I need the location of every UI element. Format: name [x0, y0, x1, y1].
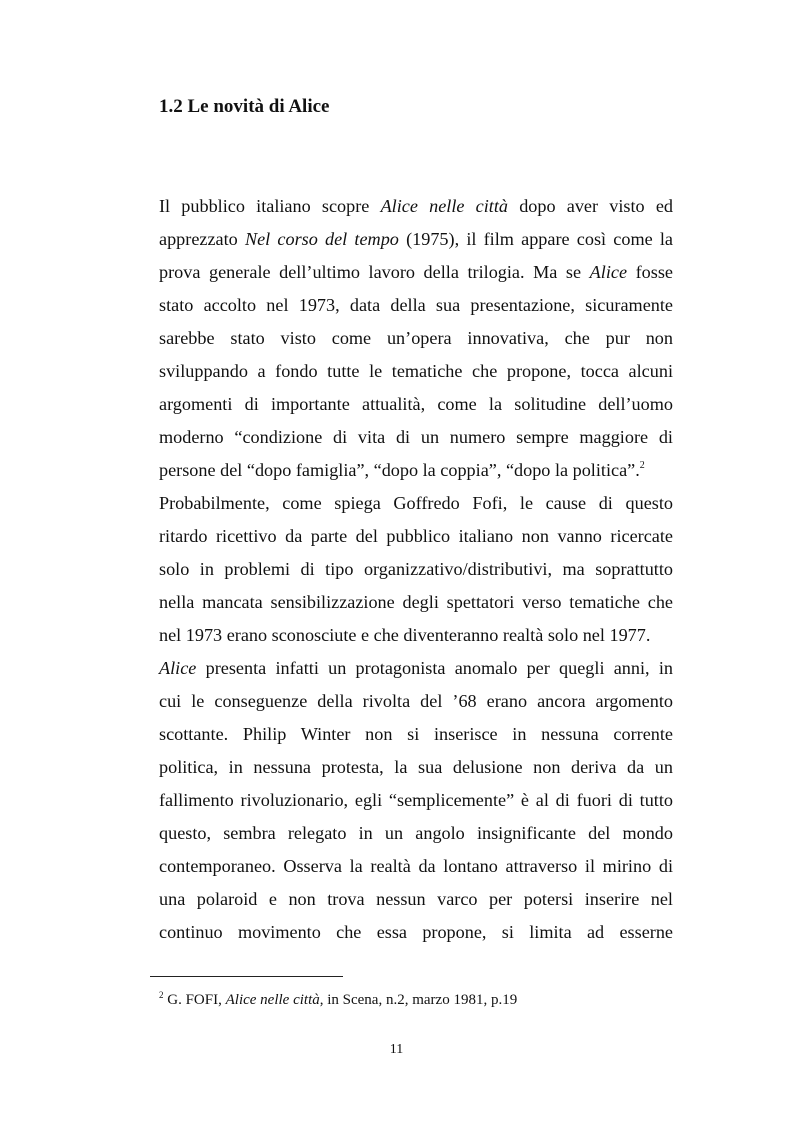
- text-line: sviluppando a fondo tutte le tematiche che propone, tocca alcuni: [159, 361, 673, 381]
- text-line: scottante. Philip Winter non si inserisce in nessuna corrente: [159, 724, 673, 744]
- text-line: contemporaneo. Osserva la realtà da lontano attraverso il mirino di: [159, 856, 673, 876]
- section-heading: 1.2 Le novità di Alice: [159, 96, 330, 117]
- text-line: solo in problemi di tipo organizzativo/distributivi, ma soprattutto: [159, 559, 673, 579]
- text-line: Alice presenta infatti un protagonista anomalo per quegli anni, in: [159, 658, 673, 678]
- footnote: $^2$ G. FOFI, Alice nelle città, in Scena, n.2, marzo 1981, p.19: [159, 990, 518, 1008]
- text-line: fallimento rivoluzionario, egli “semplicemente” è al di fuori di tutto: [159, 790, 673, 810]
- text-line: questo, sembra relegato in un angolo insignificante del mondo: [159, 823, 673, 843]
- text-line: continuo movimento che essa propone, si limita ad esserne: [159, 922, 673, 942]
- text-line: Il pubblico italiano scopre Alice nelle città dopo aver visto ed: [159, 196, 673, 216]
- text-line: nel 1973 erano sconosciute e che diventeranno realtà solo nel 1977.: [159, 625, 651, 645]
- page-number: 11: [389, 1042, 404, 1057]
- footnote-divider: [150, 976, 343, 977]
- footnote-ref: 2: [639, 460, 645, 471]
- text-line: cui le conseguenze della rivolta del ’68 erano ancora argomento: [159, 691, 673, 711]
- text-line: politica, in nessuna protesta, la sua delusione non deriva da un: [159, 757, 673, 777]
- text-line: nella mancata sensibilizzazione degli spettatori verso tematiche che: [159, 592, 673, 612]
- body-paragraph: [159, 190, 673, 949]
- text-line: argomenti di importante attualità, come la solitudine dell’uomo: [159, 394, 673, 414]
- footnote-marker: 2: [159, 990, 164, 1000]
- text-line: sarebbe stato visto come un’opera innovativa, che pur non: [159, 328, 673, 348]
- text-line: stato accolto nel 1973, data della sua presentazione, sicuramente: [159, 295, 673, 315]
- text-line: prova generale dell’ultimo lavoro della trilogia. Ma se Alice fosse: [159, 262, 673, 282]
- text-line: una polaroid e non trova nessun varco per potersi inserire nel: [159, 889, 673, 909]
- text-line: ritardo ricettivo da parte del pubblico italiano non vanno ricercate: [159, 526, 673, 546]
- text-line: persone del “dopo famiglia”, “dopo la coppia”, “dopo la politica”.$^2$: [159, 460, 645, 480]
- text-line: apprezzato Nel corso del tempo (1975), il film appare così come la: [159, 229, 673, 249]
- text-line: moderno “condizione di vita di un numero sempre maggiore di: [159, 427, 673, 447]
- text-line: Probabilmente, come spiega Goffredo Fofi, le cause di questo: [159, 493, 673, 513]
